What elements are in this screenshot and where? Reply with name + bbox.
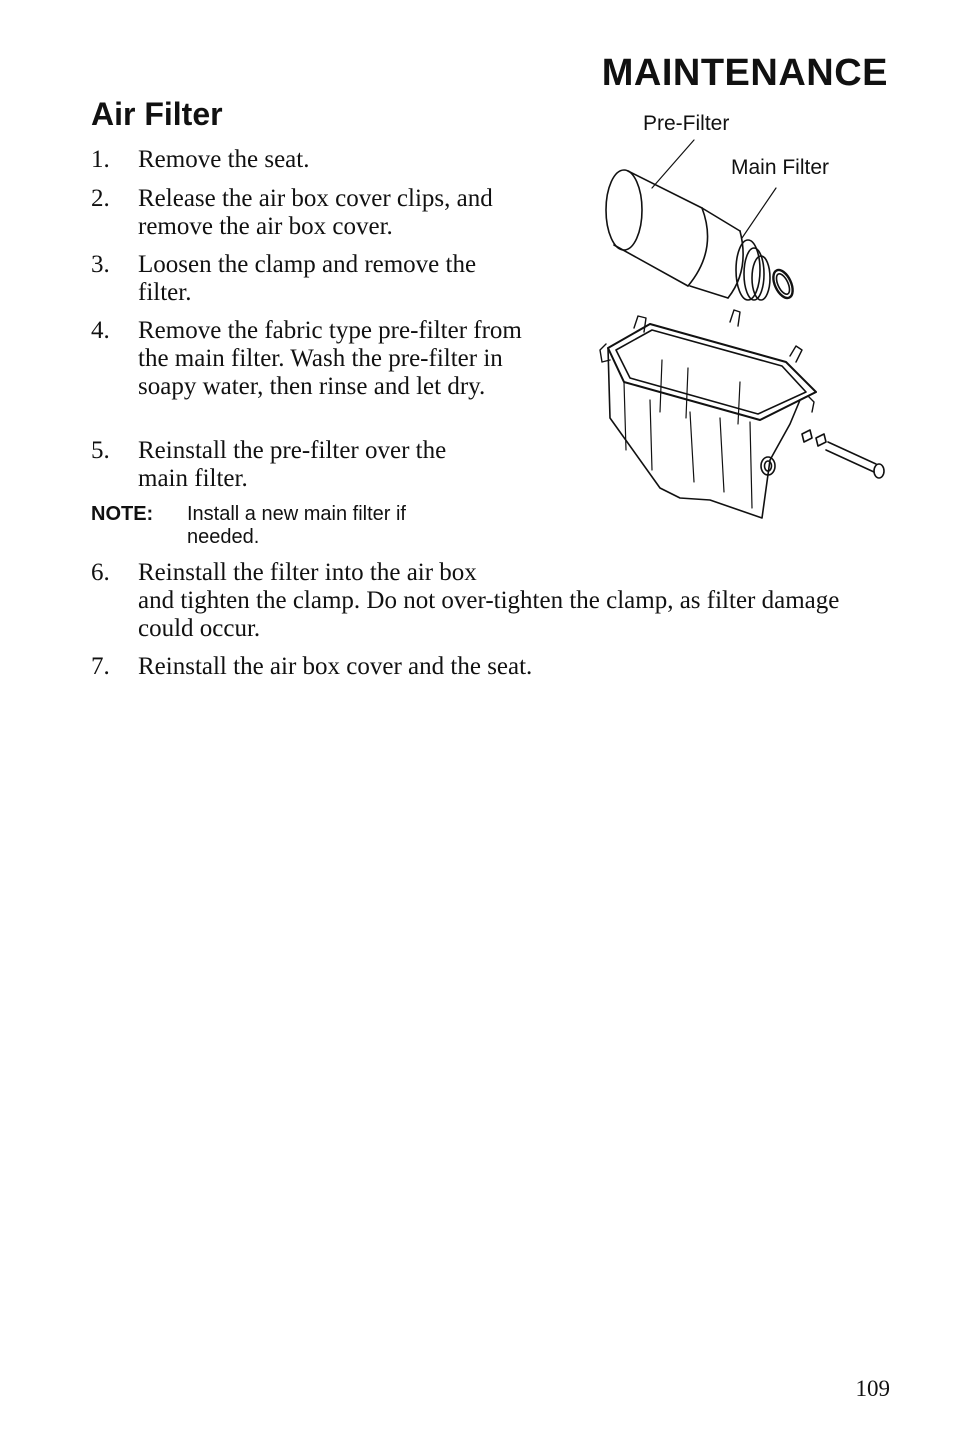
step-text-line1: Reinstall the filter into the air box xyxy=(138,559,477,586)
step-number: 2. xyxy=(91,185,110,212)
air-filter-diagram xyxy=(590,100,900,530)
section-title: MAINTENANCE xyxy=(601,52,888,94)
step-text: Release the air box cover clips, and remove the air box cover. xyxy=(138,185,493,240)
page-number: 109 xyxy=(855,1376,890,1401)
step-6 xyxy=(91,559,891,643)
step-number: 3. xyxy=(91,251,110,278)
step-number: 4. xyxy=(91,317,110,344)
step-number: 7. xyxy=(91,653,110,680)
step-number: 1. xyxy=(91,146,110,173)
step-text: Remove the fabric type pre-filter from the main filter. Wash the pre-filter in soapy water, then rinse and let dry. xyxy=(138,317,522,400)
step-2 xyxy=(91,185,501,241)
page-heading: Air Filter xyxy=(91,96,223,132)
step-4 xyxy=(91,317,531,401)
step-text: Loosen the clamp and remove the filter. xyxy=(138,251,477,306)
note xyxy=(91,503,451,549)
step-text: Remove the seat. xyxy=(138,146,310,173)
step-text: Reinstall the air box cover and the seat. xyxy=(138,653,533,680)
step-number: 6. xyxy=(91,559,110,586)
step-3 xyxy=(91,251,531,307)
main-filter-callout: Main Filter xyxy=(731,156,830,179)
note-label: NOTE: xyxy=(91,503,154,525)
step-5 xyxy=(91,437,501,493)
step-text: Reinstall the pre-filter over the main filter. xyxy=(138,437,447,492)
step-number: 5. xyxy=(91,437,110,464)
pre-filter-callout: Pre-Filter xyxy=(643,112,730,135)
step-7 xyxy=(91,653,891,681)
step-1 xyxy=(91,146,531,174)
step-text-line2: and tighten the clamp. Do not over-tighten the clamp, as filter damage could occur. xyxy=(138,587,840,642)
note-text: Install a new main filter if needed. xyxy=(187,503,406,548)
